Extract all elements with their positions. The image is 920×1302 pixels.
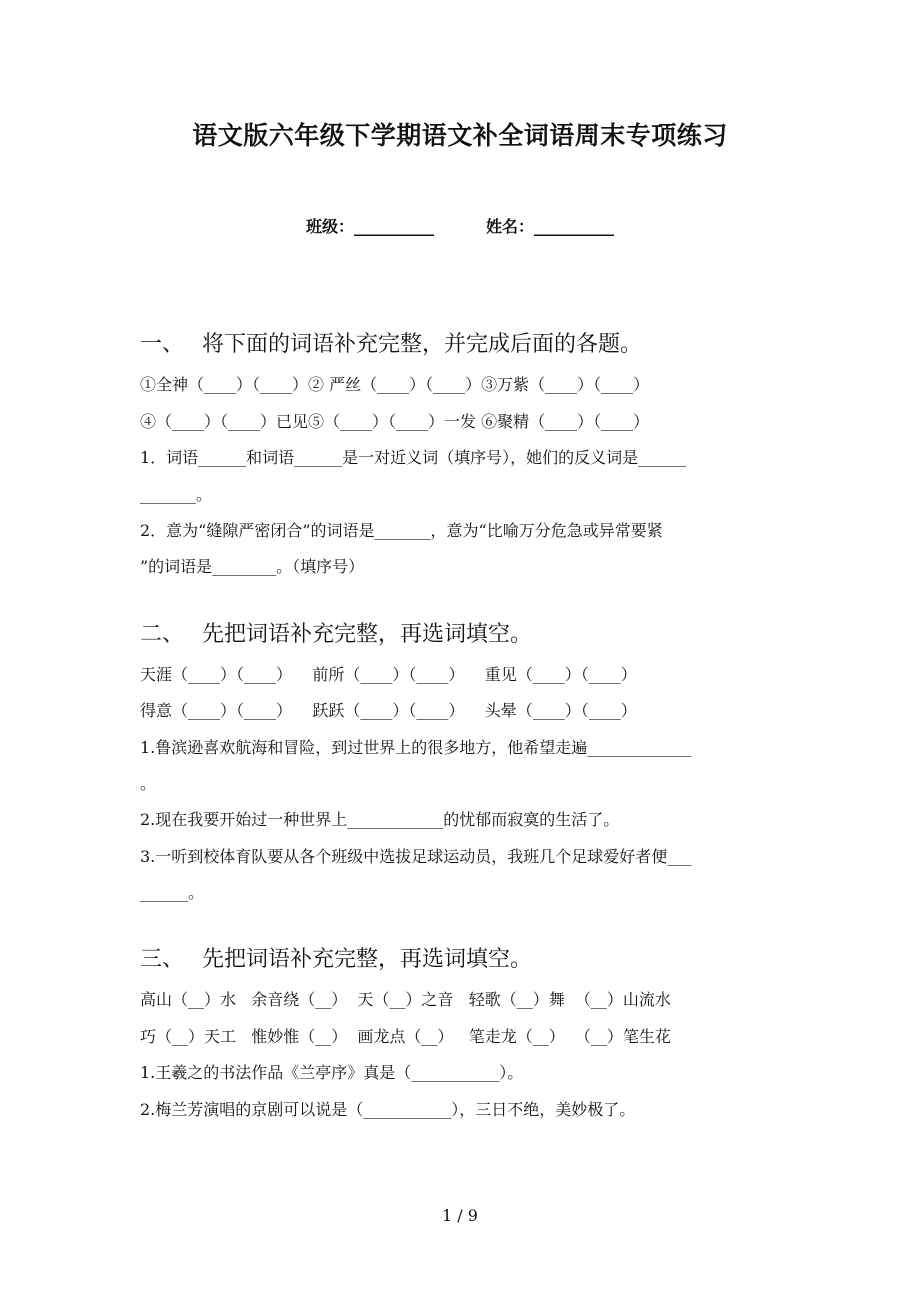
page-number: 1 / 9 [442,1206,478,1225]
name-blank: __________ [534,217,615,236]
section3-line: 1.王羲之的书法作品《兰亭序》真是（___________）。 [140,1063,524,1082]
name-label: 姓名： [486,217,535,236]
section1-number: 一、 [140,332,185,357]
section3-title: 先把词语补充完整，再选词填空。 [202,947,533,972]
section2-number: 二、 [140,622,185,647]
section2-line: 2.现在我要开始过一种世界上____________的忧郁而寂寞的生活了。 [140,810,620,829]
section2-line: 得意（____）（____） 跃跃（____）（____） 头晕（____）（____） [140,701,637,720]
class-blank: __________ [354,217,434,236]
section1-title: 将下面的词语补充完整，并完成后面的各题。 [202,332,643,357]
student-info [0,214,920,237]
section1-line: 2．意为“缝隙严密闭合”的词语是_______，意为“比喻万分危急或异常要紧 [140,521,663,540]
section2-line: ______。 [140,883,205,902]
class-label: 班级： [305,217,354,236]
section1-line: ”的词语是________。（填序号） [140,557,365,576]
section3-line: 巧（__）天工 惟妙惟（__） 画龙点（__） 笔走龙（__） （__）笔生花 [140,1027,671,1046]
section1-line: 1．词语______和词语______是一对近义词（填序号），她们的反义词是______ [140,448,687,467]
section3-heading [140,942,532,973]
section2-title: 先把词语补充完整，再选词填空。 [202,622,533,647]
section1-line: ④（____）（____）已见⑤（____）（____）一发 ⑥聚精（____）（____） [140,412,650,431]
section2-line: 3.一听到校体育队要从各个班级中选拔足球运动员，我班几个足球爱好者便___ [140,847,692,866]
section2-line: 。 [140,774,157,793]
section3-number: 三、 [140,947,185,972]
section3-line: 高山（__）水 余音绕（__） 天（__）之音 轻歌（__）舞 （__）山流水 [140,990,671,1009]
section1-line: _______。 [140,485,213,504]
page-title: 语文版六年级下学期语文补全词语周末专项练习 [192,121,728,150]
section2-line: 天涯（____）（____） 前所（____）（____） 重见（____）（____） [140,665,637,684]
section1-heading [140,327,642,358]
section2-line: 1.鲁滨逊喜欢航海和冒险，到过世界上的很多地方，他希望走遍_____________ [140,738,692,757]
section1-line: ①全神（____）（____）② 严丝（____）（____）③万紫（____）（____） [140,375,650,394]
section3-line: 2.梅兰芳演唱的京剧可以说是（___________），三日不绝，美妙极了。 [140,1100,636,1119]
section2-heading [140,617,532,648]
